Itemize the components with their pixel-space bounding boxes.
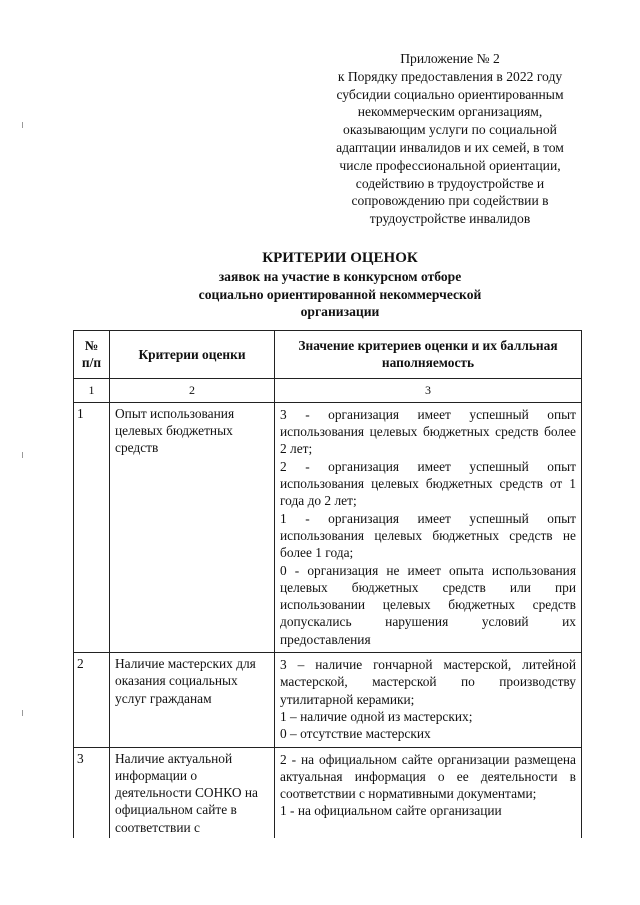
column-number: 2 [110, 378, 275, 402]
row-criterion: Наличие актуальной информации о деятельности СОНКО на официальном сайте в соответствии с [110, 747, 275, 838]
value-item: 1 - организация имеет успешный опыт использования целевых бюджетных средств не более 1 года; [280, 510, 576, 561]
title-sub-line: социально ориентированной некоммерческой [198, 286, 482, 302]
appendix-line: числе профессиональной ориентации, [339, 157, 561, 173]
column-number-row [74, 378, 582, 402]
value-item: 0 – отсутствие мастерских [280, 726, 431, 742]
table-row [74, 402, 582, 652]
appendix-line: адаптации инвалидов и их семей, в том [336, 139, 564, 155]
table-row [74, 653, 582, 747]
header-num-label: п/п [81, 355, 102, 371]
value-item: 3 - организация имеет успешный опыт использования целевых бюджетных средств более 2 лет; [280, 406, 576, 457]
appendix-line: оказывающим услуги по социальной [343, 122, 557, 138]
appendix-line: некоммерческим организациям, [357, 104, 543, 120]
value-item: 2 - организация имеет успешный опыт использования целевых бюджетных средств от 1 года до 2 лет; [280, 458, 576, 509]
header-values: Значение критериев оценки и их балльная наполняемость [275, 331, 582, 379]
title-sub-line: заявок на участие в конкурсном отборе [218, 269, 462, 284]
title-main: КРИТЕРИИ ОЦЕНОК [262, 250, 418, 266]
value-item: 0 - организация не имеет опыта использования целевых бюджетных средств или при использовании целевых бюджетных средств допускались нарушения условий их предоставления [280, 562, 576, 647]
table-header-row [74, 331, 582, 379]
appendix-line: сопровождению при содействии в [351, 193, 549, 209]
value-item: 3 – наличие гончарной мастерской, литейной мастерской, мастерской по производству утилитарной керамики; [280, 657, 576, 707]
table-row [74, 747, 582, 838]
title-sub-line: организации [300, 304, 380, 319]
header-num [74, 331, 110, 379]
appendix-line: к Порядку предоставления в 2022 году [337, 68, 563, 84]
row-values [275, 402, 582, 652]
document-title [150, 248, 530, 321]
column-number: 3 [275, 378, 582, 402]
appendix-line: содействию в трудоустройстве и [355, 175, 545, 191]
margin-mark [22, 710, 23, 716]
value-item: 2 - на официальном сайте организации размещена актуальная информация о ее деятельности в соответствии с нормативными документами; [280, 751, 576, 802]
row-number: 3 [74, 747, 110, 838]
criteria-table [73, 330, 582, 838]
margin-mark [22, 452, 23, 458]
appendix-header [300, 50, 600, 228]
value-item: 1 – наличие одной из мастерских; [280, 708, 473, 724]
value-item: 1 - на официальном сайте организации [280, 803, 502, 819]
row-criterion: Наличие мастерских для оказания социальных услуг гражданам [110, 653, 275, 747]
margin-mark [22, 122, 23, 128]
appendix-line: трудоустройстве инвалидов [369, 211, 531, 227]
row-number: 1 [74, 402, 110, 652]
row-number: 2 [74, 653, 110, 747]
row-criterion: Опыт использования целевых бюджетных средств [110, 402, 275, 652]
appendix-line: Приложение № 2 [400, 51, 500, 66]
column-number: 1 [74, 378, 110, 402]
row-values [275, 653, 582, 747]
header-num-symbol: № [84, 338, 99, 353]
header-criteria: Критерии оценки [110, 331, 275, 379]
row-values [275, 747, 582, 838]
appendix-line: субсидии социально ориентированным [336, 86, 564, 102]
